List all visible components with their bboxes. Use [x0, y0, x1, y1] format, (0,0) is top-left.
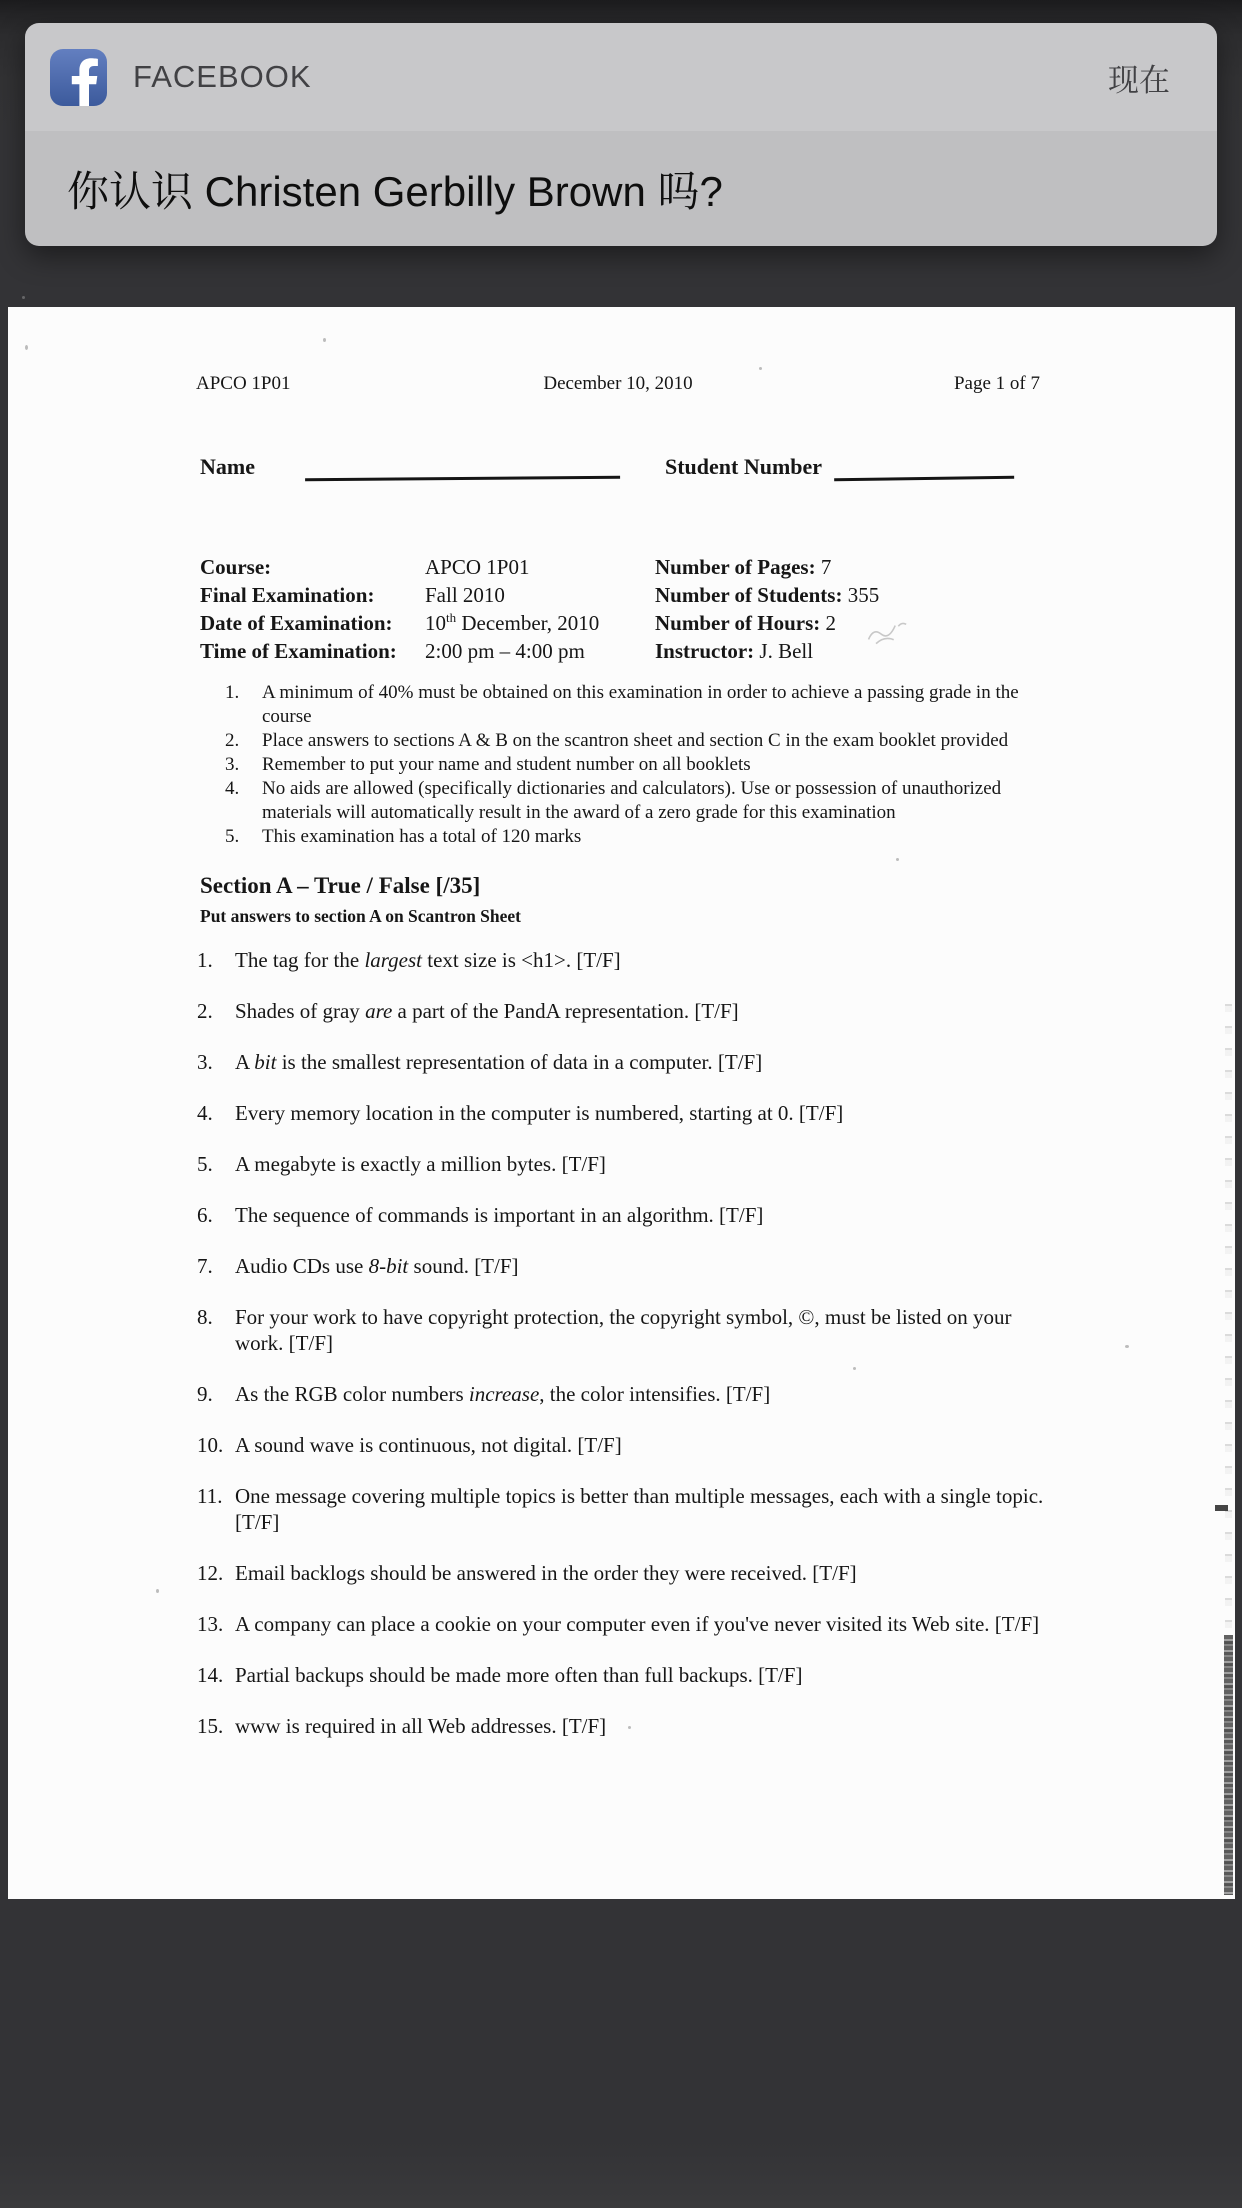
- facebook-app-icon: [50, 49, 107, 106]
- question-item: 3. A bit is the smallest representation of data in a computer. [T/F]: [197, 1050, 763, 1074]
- course-info-row: [200, 553, 879, 581]
- instruction-item: 1. A minimum of 40% must be obtained on this examination in order to achieve a passing grade in the course: [225, 682, 1019, 727]
- notification-header: [25, 23, 1217, 131]
- question-item: 5. A megabyte is exactly a million bytes. [T/F]: [197, 1152, 606, 1176]
- scan-speck: [323, 338, 326, 342]
- scan-speck: [853, 1367, 856, 1370]
- course-info-right: Number of Students: 355: [655, 583, 880, 607]
- student-number-blank-line: [834, 452, 1014, 482]
- course-info-value: 2:00 pm – 4:00 pm: [425, 639, 585, 663]
- section-a-subtitle: Put answers to section A on Scantron Sheet: [200, 906, 522, 926]
- name-student-row: [200, 453, 1014, 480]
- question-item: 2. Shades of gray are a part of the PandA representation. [T/F]: [197, 999, 739, 1023]
- doc-date: December 10, 2010: [543, 373, 693, 394]
- name-label: Name: [200, 454, 255, 479]
- course-info-right: Number of Hours: 2: [655, 611, 837, 635]
- question-item: 12. Email backlogs should be answered in the order they were received. [T/F]: [197, 1561, 857, 1585]
- doc-page-number: Page 1 of 7: [953, 373, 1040, 394]
- course-info-value: 10th December, 2010: [425, 610, 600, 635]
- scan-speck: [759, 367, 762, 370]
- instruction-item: 5. This examination has a total of 120 marks: [225, 826, 582, 847]
- pencil-smudge: [864, 616, 919, 649]
- course-info-row: [200, 609, 879, 637]
- instruction-item: 4. No aids are allowed (specifically dictionaries and calculators). Use or possession of unauthorized materials will automatically result in the award of a zero grade for this examination: [225, 778, 1002, 823]
- scan-speck: [22, 296, 25, 299]
- course-info-value: Fall 2010: [425, 583, 505, 607]
- course-info-label: Final Examination:: [200, 583, 375, 607]
- question-list: [197, 947, 1047, 1764]
- question-item: 7. Audio CDs use 8-bit sound. [T/F]: [197, 1254, 519, 1278]
- notification-timestamp: 现在: [1108, 62, 1170, 98]
- question-item: 8. For your work to have copyright protection, the copyright symbol, ©, must be listed on your work. [T/F]: [197, 1305, 1012, 1355]
- facebook-notification[interactable]: [25, 23, 1217, 246]
- scan-speck: [628, 1726, 631, 1729]
- question-item: 14. Partial backups should be made more often than full backups. [T/F]: [197, 1663, 803, 1687]
- notification-app-name: FACEBOOK: [133, 59, 312, 94]
- course-info-label: Date of Examination:: [200, 611, 393, 635]
- section-a-title: Section A – True / False [/35]: [200, 873, 481, 898]
- instruction-item: 3. Remember to put your name and student number on all booklets: [225, 754, 751, 775]
- question-item: 4. Every memory location in the computer is numbered, starting at 0. [T/F]: [197, 1101, 844, 1125]
- exam-document-page: [8, 307, 1235, 1899]
- course-info-label: Course:: [200, 555, 272, 579]
- question-item: 6. The sequence of commands is important in an algorithm. [T/F]: [197, 1203, 764, 1227]
- scan-speck: [896, 858, 899, 861]
- scan-speck: [156, 1589, 159, 1593]
- scan-speck: [1125, 1345, 1129, 1348]
- course-info-table: [200, 553, 879, 665]
- question-item: 15. www is required in all Web addresses. [T/F]: [197, 1714, 607, 1738]
- question-item: 13. A company can place a cookie on your computer even if you've never visited its Web site. [T/F]: [197, 1612, 1040, 1636]
- doc-course-code: APCO 1P01: [196, 373, 291, 394]
- course-info-row: [200, 581, 879, 609]
- course-info-row: [200, 637, 879, 665]
- instruction-item: 2. Place answers to sections A & B on the scantron sheet and section C in the exam booklet provided: [225, 730, 1009, 751]
- doc-header-row: [196, 373, 1040, 395]
- question-item: 1. The tag for the largest text size is <h1>. [T/F]: [197, 948, 621, 972]
- student-number-label: Student Number: [664, 454, 823, 479]
- course-info-value: APCO 1P01: [425, 555, 530, 579]
- question-item: 9. As the RGB color numbers increase, the color intensifies. [T/F]: [197, 1382, 771, 1406]
- scan-speck: [25, 345, 28, 350]
- course-info-right: Instructor: J. Bell: [655, 639, 814, 663]
- page-edge-mark: [1215, 1505, 1228, 1511]
- question-item: 10. A sound wave is continuous, not digital. [T/F]: [197, 1433, 622, 1457]
- notification-body: [25, 131, 1217, 246]
- page-edge-scan-noise-dark: [1224, 1635, 1233, 1895]
- course-info-label: Time of Examination:: [200, 639, 397, 663]
- notification-message: 你认识 Christen Gerbilly Brown 吗?: [67, 167, 723, 215]
- name-blank-line: [305, 452, 620, 481]
- question-item: 11. One message covering multiple topics is better than multiple messages, each with a single topic. [T/F]: [197, 1484, 1044, 1534]
- exam-instructions-list: [225, 681, 1057, 849]
- course-info-right: Number of Pages: 7: [655, 555, 832, 579]
